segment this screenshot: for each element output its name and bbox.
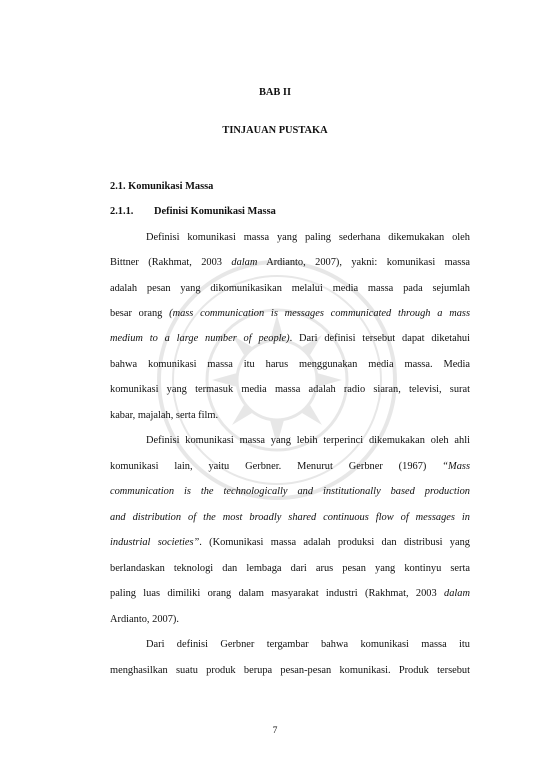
paragraph-1-line-7: komunikasi yang termasuk media massa adalah radio siaran, televisi, surat bbox=[110, 384, 470, 395]
text-span: Ardianto, 2007), yakni: komunikasi massa bbox=[257, 257, 470, 268]
paragraph-1-line-5 bbox=[110, 333, 470, 345]
text-span: besar orang bbox=[110, 308, 170, 319]
paragraph-1-line-2 bbox=[110, 257, 470, 269]
paragraph-1-line-6: bahwa komunikasi massa itu harus menggunakan media massa. Media bbox=[110, 359, 470, 370]
paragraph-2-line-2 bbox=[110, 461, 470, 473]
text-span: Bittner (Rakhmat, 2003 bbox=[110, 257, 232, 268]
page-number: 7 bbox=[272, 725, 278, 736]
italic-span: dalam bbox=[231, 257, 258, 268]
paragraph-2-line-1: Definisi komunikasi massa yang lebih terperinci dikemukakan oleh ahli bbox=[146, 435, 470, 446]
text-span: . (Komunikasi massa adalah produksi dan distribusi yang bbox=[199, 537, 470, 548]
chapter-title: TINJAUAN PUSTAKA bbox=[222, 125, 328, 136]
paragraph-2-line-7 bbox=[110, 588, 470, 600]
paragraph-3-line-2: menghasilkan suatu produk berupa pesan-pesan komunikasi. Produk tersebut bbox=[110, 665, 470, 676]
section-heading-2-1-1 bbox=[110, 206, 276, 217]
paragraph-2-line-6: berlandaskan teknologi dan lembaga dari arus pesan yang kontinyu serta bbox=[110, 563, 470, 574]
text-span: komunikasi lain, yaitu Gerbner. Menurut Gerbner (1967) bbox=[110, 461, 443, 472]
italic-span: and distribution of the most broadly shared continuous flow of messages in bbox=[110, 512, 470, 523]
section-heading-2-1: 2.1. Komunikasi Massa bbox=[110, 181, 214, 192]
paragraph-1-line-3: adalah pesan yang dikomunikasikan melalui media massa pada sejumlah bbox=[110, 283, 470, 294]
paragraph-2-line-8: Ardianto, 2007). bbox=[110, 614, 179, 625]
text-span: paling luas dimiliki orang dalam masyarakat industri (Rakhmat, 2003 bbox=[110, 588, 445, 599]
paragraph-2-line-4 bbox=[110, 512, 470, 524]
italic-span: industrial societies” bbox=[110, 537, 200, 548]
paragraph-1-line-1: Definisi komunikasi massa yang paling sederhana dikemukakan oleh bbox=[146, 232, 470, 243]
paragraph-1-line-4 bbox=[110, 308, 470, 320]
italic-span: “Mass bbox=[442, 461, 470, 472]
section-title: Definisi Komunikasi Massa bbox=[154, 206, 276, 217]
chapter-label: BAB II bbox=[258, 87, 292, 98]
text-span: . Dari definisi tersebut dapat diketahui bbox=[289, 333, 470, 344]
italic-span: medium to a large number of people) bbox=[110, 333, 290, 344]
paragraph-2-line-3 bbox=[110, 486, 470, 498]
paragraph-2-line-5 bbox=[110, 537, 470, 549]
section-number: 2.1.1. bbox=[110, 206, 134, 217]
italic-span: dalam bbox=[444, 588, 470, 599]
paragraph-1-line-8: kabar, majalah, serta film. bbox=[110, 410, 219, 421]
italic-span: (mass communication is messages communicated through a mass bbox=[169, 308, 470, 319]
paragraph-3-line-1: Dari definisi Gerbner tergambar bahwa komunikasi massa itu bbox=[146, 639, 470, 650]
italic-span: communication is the technologically and institutionally based production bbox=[110, 486, 470, 497]
